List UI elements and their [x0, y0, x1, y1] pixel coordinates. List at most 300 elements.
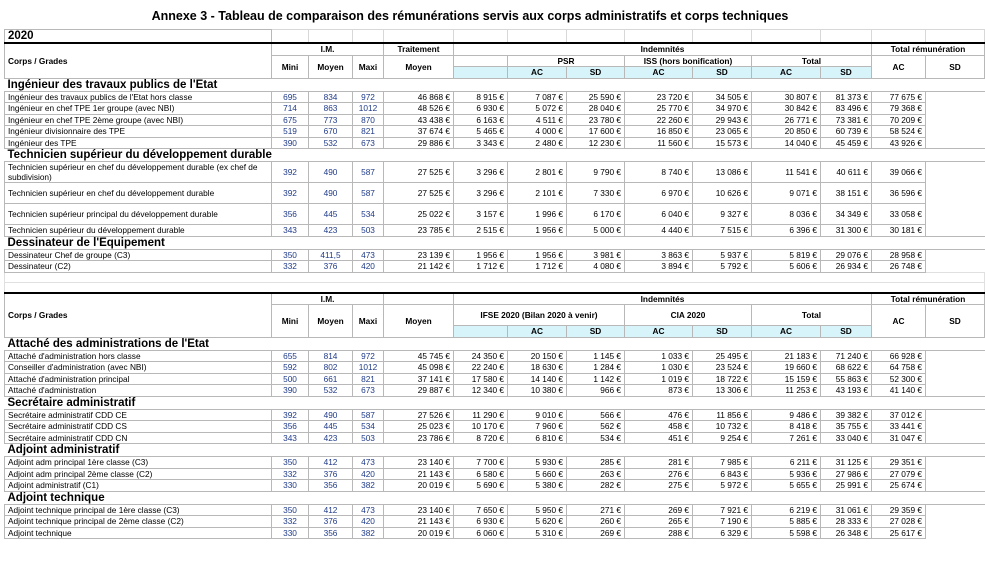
amount-cell: 1 712 €	[454, 261, 508, 273]
im-cell: 392	[272, 409, 309, 421]
table-row	[5, 373, 985, 385]
amount-cell: 41 140 €	[872, 385, 926, 397]
header2-im-mini: Mini	[272, 305, 309, 338]
amount-cell: 34 970 €	[693, 103, 752, 115]
im-cell: 350	[272, 457, 309, 469]
header2-traitement-moyen: Moyen	[384, 305, 454, 338]
amount-cell: 285 €	[567, 457, 625, 469]
amount-cell: 37 141 €	[384, 373, 454, 385]
im-cell: 490	[309, 409, 353, 421]
im-cell: 519	[272, 126, 309, 138]
amount-cell: 5 792 €	[693, 261, 752, 273]
amount-cell: 13 306 €	[693, 385, 752, 397]
amount-cell: 5 606 €	[752, 261, 821, 273]
amount-cell: 6 930 €	[454, 516, 508, 528]
grade-cell: Adjoint adm principal 2ème classe (C2)	[5, 468, 272, 480]
header2-im-maxi: Maxi	[353, 305, 384, 338]
amount-cell: 73 381 €	[821, 114, 872, 126]
im-cell: 420	[353, 516, 384, 528]
amount-cell: 3 157 €	[454, 204, 508, 225]
amount-cell: 18 722 €	[693, 373, 752, 385]
im-cell: 382	[353, 527, 384, 539]
amount-cell: 14 140 €	[508, 373, 567, 385]
table-row	[5, 362, 985, 374]
header-total-ac: AC	[872, 55, 926, 78]
amount-cell: 10 380 €	[508, 385, 567, 397]
table-row	[5, 527, 985, 539]
amount-cell: 11 560 €	[625, 137, 693, 149]
im-cell: 714	[272, 103, 309, 115]
table-row	[5, 114, 985, 126]
amount-cell: 3 863 €	[625, 249, 693, 261]
table-row	[5, 480, 985, 492]
header2-corps-grades: Corps / Grades	[5, 293, 272, 338]
amount-cell: 25 617 €	[872, 527, 926, 539]
grade-cell: Secrétaire administratif CDD CE	[5, 409, 272, 421]
amount-cell: 9 010 €	[508, 409, 567, 421]
amount-cell: 11 541 €	[752, 162, 821, 183]
amount-cell: 27 028 €	[872, 516, 926, 528]
amount-cell: 21 143 €	[384, 516, 454, 528]
amount-cell: 6 040 €	[625, 204, 693, 225]
table-row	[5, 91, 985, 103]
im-cell: 356	[309, 480, 353, 492]
amount-cell: 7 700 €	[454, 457, 508, 469]
amount-cell: 16 850 €	[625, 126, 693, 138]
amount-cell: 22 240 €	[454, 362, 508, 374]
header-iss: ISS (hors bonification)	[625, 55, 752, 67]
amount-cell: 6 211 €	[752, 457, 821, 469]
im-cell: 972	[353, 91, 384, 103]
grade-cell: Ingénieur divisionnaire des TPE	[5, 126, 272, 138]
amount-cell: 23 140 €	[384, 457, 454, 469]
amount-cell: 24 350 €	[454, 350, 508, 362]
amount-cell: 6 580 €	[454, 468, 508, 480]
amount-cell: 3 343 €	[454, 137, 508, 149]
header2-total-sd-sub: SD	[821, 326, 872, 338]
grade-cell: Adjoint technique	[5, 527, 272, 539]
amount-cell: 5 950 €	[508, 504, 567, 516]
table-row	[5, 504, 985, 516]
amount-cell: 27 525 €	[384, 162, 454, 183]
header2-total-sd: SD	[926, 305, 985, 338]
amount-cell: 31 300 €	[821, 225, 872, 237]
amount-cell: 20 850 €	[752, 126, 821, 138]
amount-cell: 7 650 €	[454, 504, 508, 516]
amount-cell: 7 330 €	[567, 183, 625, 204]
amount-cell: 31 047 €	[872, 432, 926, 444]
im-cell: 503	[353, 225, 384, 237]
im-cell: 972	[353, 350, 384, 362]
im-cell: 350	[272, 249, 309, 261]
header2-cia: CIA 2020	[625, 305, 752, 326]
im-cell: 587	[353, 183, 384, 204]
amount-cell: 7 960 €	[508, 421, 567, 433]
amount-cell: 282 €	[567, 480, 625, 492]
amount-cell: 27 079 €	[872, 468, 926, 480]
im-cell: 532	[309, 385, 353, 397]
header2-total-ac: AC	[872, 305, 926, 338]
table-row	[5, 204, 985, 225]
amount-cell: 33 040 €	[821, 432, 872, 444]
amount-cell: 269 €	[567, 527, 625, 539]
section-row	[5, 149, 985, 162]
header-im-mini: Mini	[272, 55, 309, 78]
amount-cell: 55 863 €	[821, 373, 872, 385]
amount-cell: 25 991 €	[821, 480, 872, 492]
grade-cell: Ingénieur des travaux publics de l'Etat hors classe	[5, 91, 272, 103]
amount-cell: 1 033 €	[625, 350, 693, 362]
amount-cell: 81 373 €	[821, 91, 872, 103]
amount-cell: 33 441 €	[872, 421, 926, 433]
im-cell: 503	[353, 432, 384, 444]
amount-cell: 26 934 €	[821, 261, 872, 273]
amount-cell: 5 620 €	[508, 516, 567, 528]
amount-cell: 1 019 €	[625, 373, 693, 385]
amount-cell: 11 253 €	[752, 385, 821, 397]
amount-cell: 39 382 €	[821, 409, 872, 421]
im-cell: 661	[309, 373, 353, 385]
amount-cell: 30 807 €	[752, 91, 821, 103]
amount-cell: 77 675 €	[872, 91, 926, 103]
amount-cell: 8 740 €	[625, 162, 693, 183]
im-cell: 356	[272, 204, 309, 225]
amount-cell: 25 495 €	[693, 350, 752, 362]
grade-cell: Attaché d'administration principal	[5, 373, 272, 385]
table-row	[5, 468, 985, 480]
comparison-table	[4, 29, 985, 539]
im-cell: 587	[353, 162, 384, 183]
table-row	[5, 385, 985, 397]
im-cell: 423	[309, 432, 353, 444]
amount-cell: 275 €	[625, 480, 693, 492]
amount-cell: 28 040 €	[567, 103, 625, 115]
amount-cell: 9 071 €	[752, 183, 821, 204]
im-cell: 592	[272, 362, 309, 374]
im-cell: 332	[272, 261, 309, 273]
header-corps-grades: Corps / Grades	[5, 43, 272, 78]
amount-cell: 20 019 €	[384, 480, 454, 492]
section-title: Technicien supérieur du développement durable	[5, 149, 985, 162]
amount-cell: 21 142 €	[384, 261, 454, 273]
im-cell: 330	[272, 527, 309, 539]
amount-cell: 1 956 €	[508, 225, 567, 237]
amount-cell: 6 843 €	[693, 468, 752, 480]
im-cell: 411,5	[309, 249, 353, 261]
amount-cell: 23 720 €	[625, 91, 693, 103]
amount-cell: 25 770 €	[625, 103, 693, 115]
amount-cell: 5 380 €	[508, 480, 567, 492]
amount-cell: 5 936 €	[752, 468, 821, 480]
header-traitement-moyen: Moyen	[384, 55, 454, 78]
year-label: 2020	[5, 30, 272, 44]
amount-cell: 27 526 €	[384, 409, 454, 421]
amount-cell: 966 €	[567, 385, 625, 397]
amount-cell: 8 915 €	[454, 91, 508, 103]
amount-cell: 11 856 €	[693, 409, 752, 421]
amount-cell: 6 060 €	[454, 527, 508, 539]
header-total: Total	[752, 55, 872, 67]
amount-cell: 5 819 €	[752, 249, 821, 261]
table-row	[5, 249, 985, 261]
amount-cell: 1 145 €	[567, 350, 625, 362]
amount-cell: 25 023 €	[384, 421, 454, 433]
amount-cell: 7 087 €	[508, 91, 567, 103]
im-cell: 423	[309, 225, 353, 237]
amount-cell: 43 438 €	[384, 114, 454, 126]
im-cell: 670	[309, 126, 353, 138]
im-cell: 673	[353, 137, 384, 149]
amount-cell: 5 310 €	[508, 527, 567, 539]
amount-cell: 2 101 €	[508, 183, 567, 204]
table-row	[5, 225, 985, 237]
im-cell: 473	[353, 504, 384, 516]
amount-cell: 29 076 €	[821, 249, 872, 261]
grade-cell: Adjoint administratif (C1)	[5, 480, 272, 492]
amount-cell: 23 139 €	[384, 249, 454, 261]
amount-cell: 23 780 €	[567, 114, 625, 126]
header2-indemnites: Indemnités	[454, 293, 872, 305]
amount-cell: 8 418 €	[752, 421, 821, 433]
amount-cell: 5 930 €	[508, 457, 567, 469]
amount-cell: 33 058 €	[872, 204, 926, 225]
section-row	[5, 78, 985, 91]
im-cell: 330	[272, 480, 309, 492]
amount-cell: 6 170 €	[567, 204, 625, 225]
header-psr-gap	[454, 55, 508, 67]
amount-cell: 23 524 €	[693, 362, 752, 374]
amount-cell: 21 183 €	[752, 350, 821, 362]
table-row	[5, 261, 985, 273]
amount-cell: 35 755 €	[821, 421, 872, 433]
amount-cell: 7 190 €	[693, 516, 752, 528]
amount-cell: 29 359 €	[872, 504, 926, 516]
section-title: Ingénieur des travaux publics de l'Etat	[5, 78, 985, 91]
im-cell: 490	[309, 162, 353, 183]
header-psr: PSR	[508, 55, 625, 67]
header-psr-sd: SD	[567, 67, 625, 79]
amount-cell: 28 958 €	[872, 249, 926, 261]
header2-ifse-ac: AC	[508, 326, 567, 338]
im-cell: 350	[272, 504, 309, 516]
amount-cell: 6 810 €	[508, 432, 567, 444]
amount-cell: 6 163 €	[454, 114, 508, 126]
amount-cell: 4 080 €	[567, 261, 625, 273]
table-row	[5, 409, 985, 421]
amount-cell: 5 655 €	[752, 480, 821, 492]
im-cell: 1012	[353, 362, 384, 374]
amount-cell: 64 758 €	[872, 362, 926, 374]
im-cell: 343	[272, 225, 309, 237]
amount-cell: 45 459 €	[821, 137, 872, 149]
amount-cell: 6 396 €	[752, 225, 821, 237]
amount-cell: 83 496 €	[821, 103, 872, 115]
amount-cell: 9 790 €	[567, 162, 625, 183]
amount-cell: 476 €	[625, 409, 693, 421]
table-row	[5, 516, 985, 528]
amount-cell: 5 972 €	[693, 480, 752, 492]
im-cell: 695	[272, 91, 309, 103]
amount-cell: 5 937 €	[693, 249, 752, 261]
amount-cell: 29 886 €	[384, 137, 454, 149]
amount-cell: 566 €	[567, 409, 625, 421]
im-cell: 473	[353, 457, 384, 469]
header2-total-ac-sub: AC	[752, 326, 821, 338]
im-cell: 332	[272, 516, 309, 528]
amount-cell: 562 €	[567, 421, 625, 433]
amount-cell: 31 125 €	[821, 457, 872, 469]
im-cell: 863	[309, 103, 353, 115]
header-traitement: Traitement	[384, 43, 454, 55]
amount-cell: 26 348 €	[821, 527, 872, 539]
header-im-moyen: Moyen	[309, 55, 353, 78]
amount-cell: 4 000 €	[508, 126, 567, 138]
amount-cell: 30 181 €	[872, 225, 926, 237]
im-cell: 356	[309, 527, 353, 539]
amount-cell: 46 868 €	[384, 91, 454, 103]
header2-ifse-sd: SD	[567, 326, 625, 338]
amount-cell: 25 590 €	[567, 91, 625, 103]
amount-cell: 6 970 €	[625, 183, 693, 204]
amount-cell: 20 019 €	[384, 527, 454, 539]
amount-cell: 23 785 €	[384, 225, 454, 237]
amount-cell: 2 515 €	[454, 225, 508, 237]
amount-cell: 45 098 €	[384, 362, 454, 374]
amount-cell: 260 €	[567, 516, 625, 528]
amount-cell: 7 261 €	[752, 432, 821, 444]
amount-cell: 27 986 €	[821, 468, 872, 480]
amount-cell: 17 580 €	[454, 373, 508, 385]
im-cell: 332	[272, 468, 309, 480]
amount-cell: 71 240 €	[821, 350, 872, 362]
im-cell: 490	[309, 183, 353, 204]
im-cell: 343	[272, 432, 309, 444]
section-title: Attaché des administrations de l'Etat	[5, 337, 985, 350]
table-row	[5, 126, 985, 138]
amount-cell: 3 981 €	[567, 249, 625, 261]
grade-cell: Adjoint technique principal de 2ème classe (C2)	[5, 516, 272, 528]
header-total-sd: SD	[926, 55, 985, 78]
amount-cell: 22 260 €	[625, 114, 693, 126]
im-cell: 814	[309, 350, 353, 362]
amount-cell: 14 040 €	[752, 137, 821, 149]
table-row	[5, 432, 985, 444]
header2-im: I.M.	[272, 293, 384, 305]
grade-cell: Technicien supérieur du développement durable	[5, 225, 272, 237]
amount-cell: 29 887 €	[384, 385, 454, 397]
header-total-sd-sub: SD	[821, 67, 872, 79]
amount-cell: 3 296 €	[454, 162, 508, 183]
amount-cell: 48 526 €	[384, 103, 454, 115]
amount-cell: 36 596 €	[872, 183, 926, 204]
im-cell: 376	[309, 261, 353, 273]
amount-cell: 4 511 €	[508, 114, 567, 126]
table-row	[5, 137, 985, 149]
amount-cell: 10 732 €	[693, 421, 752, 433]
header-iss-ac: AC	[625, 67, 693, 79]
amount-cell: 1 712 €	[508, 261, 567, 273]
im-cell: 587	[353, 409, 384, 421]
header-total-remuneration: Total rémunération	[872, 43, 985, 55]
table-row	[5, 103, 985, 115]
amount-cell: 15 573 €	[693, 137, 752, 149]
table-row	[5, 421, 985, 433]
amount-cell: 31 061 €	[821, 504, 872, 516]
amount-cell: 6 219 €	[752, 504, 821, 516]
amount-cell: 23 786 €	[384, 432, 454, 444]
header2-im-moyen: Moyen	[309, 305, 353, 338]
amount-cell: 451 €	[625, 432, 693, 444]
grade-cell: Adjoint adm principal 1ère classe (C3)	[5, 457, 272, 469]
header2-total: Total	[752, 305, 872, 326]
amount-cell: 15 159 €	[752, 373, 821, 385]
amount-cell: 23 065 €	[693, 126, 752, 138]
im-cell: 655	[272, 350, 309, 362]
im-cell: 382	[353, 480, 384, 492]
amount-cell: 60 739 €	[821, 126, 872, 138]
amount-cell: 66 928 €	[872, 350, 926, 362]
amount-cell: 10 170 €	[454, 421, 508, 433]
im-cell: 534	[353, 204, 384, 225]
im-cell: 500	[272, 373, 309, 385]
amount-cell: 7 921 €	[693, 504, 752, 516]
section-row	[5, 236, 985, 249]
amount-cell: 271 €	[567, 504, 625, 516]
amount-cell: 43 926 €	[872, 137, 926, 149]
amount-cell: 5 000 €	[567, 225, 625, 237]
amount-cell: 10 626 €	[693, 183, 752, 204]
amount-cell: 13 086 €	[693, 162, 752, 183]
grade-cell: Conseiller d'administration (avec NBI)	[5, 362, 272, 374]
amount-cell: 70 209 €	[872, 114, 926, 126]
grade-cell: Technicien supérieur en chef du développement durable (ex chef de subdivision)	[5, 162, 272, 183]
amount-cell: 11 290 €	[454, 409, 508, 421]
grade-cell: Attaché d'administration	[5, 385, 272, 397]
section-title: Dessinateur de l'Equipement	[5, 236, 985, 249]
amount-cell: 20 150 €	[508, 350, 567, 362]
amount-cell: 21 143 €	[384, 468, 454, 480]
amount-cell: 37 012 €	[872, 409, 926, 421]
grade-cell: Technicien supérieur principal du développement durable	[5, 204, 272, 225]
amount-cell: 52 300 €	[872, 373, 926, 385]
header-indemnites: Indemnités	[454, 43, 872, 55]
amount-cell: 45 745 €	[384, 350, 454, 362]
amount-cell: 263 €	[567, 468, 625, 480]
amount-cell: 276 €	[625, 468, 693, 480]
header-im-maxi: Maxi	[353, 55, 384, 78]
amount-cell: 34 505 €	[693, 91, 752, 103]
amount-cell: 43 193 €	[821, 385, 872, 397]
im-cell: 821	[353, 126, 384, 138]
header2-cia-ac: AC	[625, 326, 693, 338]
amount-cell: 30 842 €	[752, 103, 821, 115]
im-cell: 412	[309, 457, 353, 469]
section-title: Adjoint administratif	[5, 444, 985, 457]
amount-cell: 265 €	[625, 516, 693, 528]
im-cell: 675	[272, 114, 309, 126]
im-cell: 473	[353, 249, 384, 261]
amount-cell: 8 036 €	[752, 204, 821, 225]
grade-cell: Attaché d'administration hors classe	[5, 350, 272, 362]
amount-cell: 26 771 €	[752, 114, 821, 126]
amount-cell: 281 €	[625, 457, 693, 469]
section-title: Secrétaire administratif	[5, 396, 985, 409]
document-title: Annexe 3 - Tableau de comparaison des rémunérations servis aux corps administratifs et corps techniques	[151, 9, 789, 23]
amount-cell: 39 066 €	[872, 162, 926, 183]
amount-cell: 79 368 €	[872, 103, 926, 115]
section-row	[5, 396, 985, 409]
section-row	[5, 444, 985, 457]
